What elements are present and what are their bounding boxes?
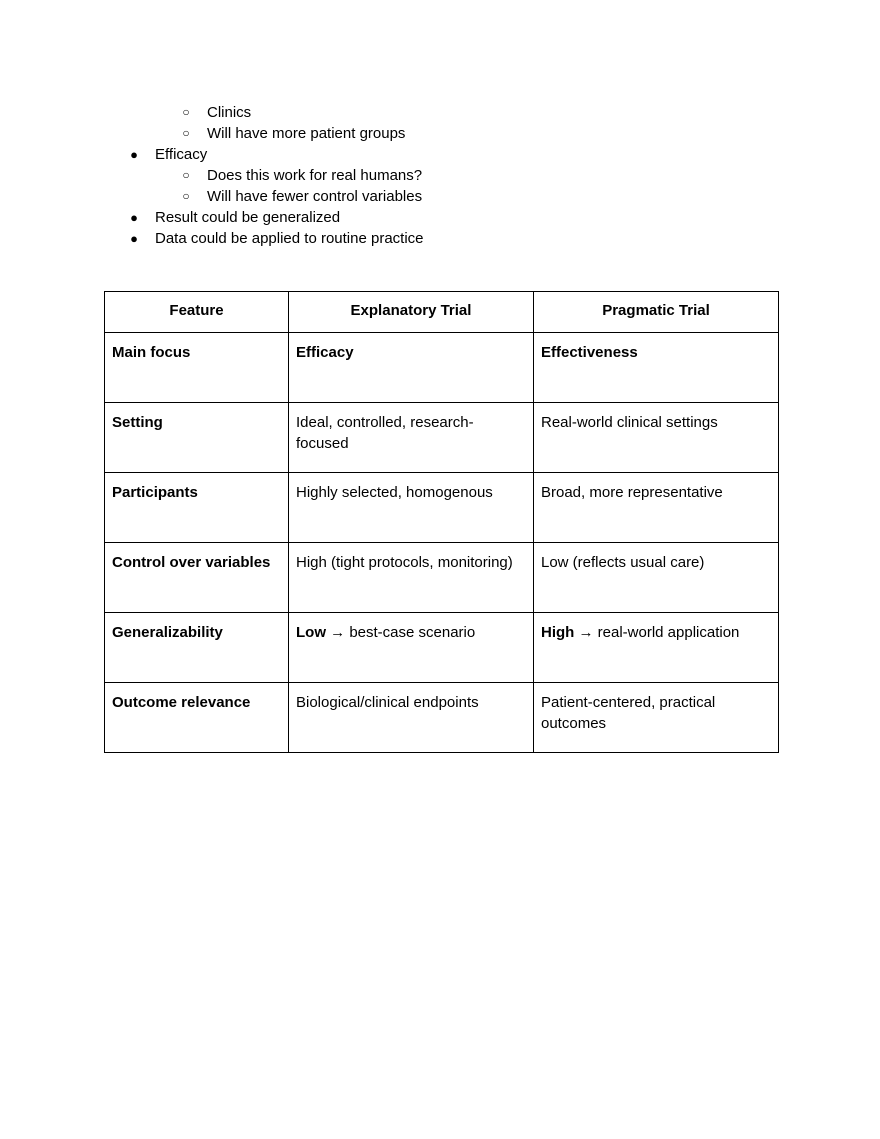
pragmatic-cell: Broad, more representative (534, 473, 779, 543)
header-pragmatic: Pragmatic Trial (534, 292, 779, 333)
pragmatic-cell: High → real-world application (534, 613, 779, 683)
table-row (105, 543, 779, 613)
filled-bullet-icon: ● (130, 210, 138, 225)
feature-cell: Main focus (105, 333, 289, 403)
table-row (105, 403, 779, 473)
list-item-text: Result could be generalized (155, 209, 341, 226)
table-row (105, 333, 779, 403)
explanatory-cell: Efficacy (289, 333, 534, 403)
hollow-bullet-icon: ○ (182, 189, 190, 203)
hollow-bullet-icon: ○ (182, 126, 190, 140)
hollow-bullet-icon: ○ (182, 168, 190, 182)
header-explanatory: Explanatory Trial (289, 292, 534, 333)
feature-cell: Generalizability (105, 613, 289, 683)
feature-cell: Setting (105, 403, 289, 473)
hollow-bullet-icon: ○ (182, 105, 190, 119)
filled-bullet-icon: ● (130, 147, 138, 162)
explanatory-cell: High (tight protocols, monitoring) (289, 543, 534, 613)
filled-bullet-icon: ● (130, 231, 138, 246)
feature-cell: Outcome relevance (105, 683, 289, 753)
list-item-text: Clinics (207, 104, 252, 121)
feature-cell: Participants (105, 473, 289, 543)
explanatory-cell: Low → best-case scenario (289, 613, 534, 683)
explanatory-cell: Ideal, controlled, research-focused (289, 403, 534, 473)
explanatory-cell: Highly selected, homogenous (289, 473, 534, 543)
header-feature: Feature (105, 292, 289, 333)
table-row (105, 613, 779, 683)
list-item-text: Will have fewer control variables (207, 188, 423, 205)
comparison-table (104, 291, 779, 753)
pragmatic-cell: Low (reflects usual care) (534, 543, 779, 613)
pragmatic-cell: Effectiveness (534, 333, 779, 403)
pragmatic-cell: Real-world clinical settings (534, 403, 779, 473)
explanatory-cell: Biological/clinical endpoints (289, 683, 534, 753)
table-row (105, 683, 779, 753)
feature-cell: Control over variables (105, 543, 289, 613)
list-item-text: Efficacy (155, 146, 208, 163)
list-item-text: Data could be applied to routine practice (155, 230, 424, 247)
pragmatic-cell: Patient-centered, practical outcomes (534, 683, 779, 753)
table-row (105, 473, 779, 543)
list-item-text: Will have more patient groups (207, 125, 406, 142)
table-header-row (105, 292, 779, 333)
list-item-text: Does this work for real humans? (207, 167, 423, 184)
